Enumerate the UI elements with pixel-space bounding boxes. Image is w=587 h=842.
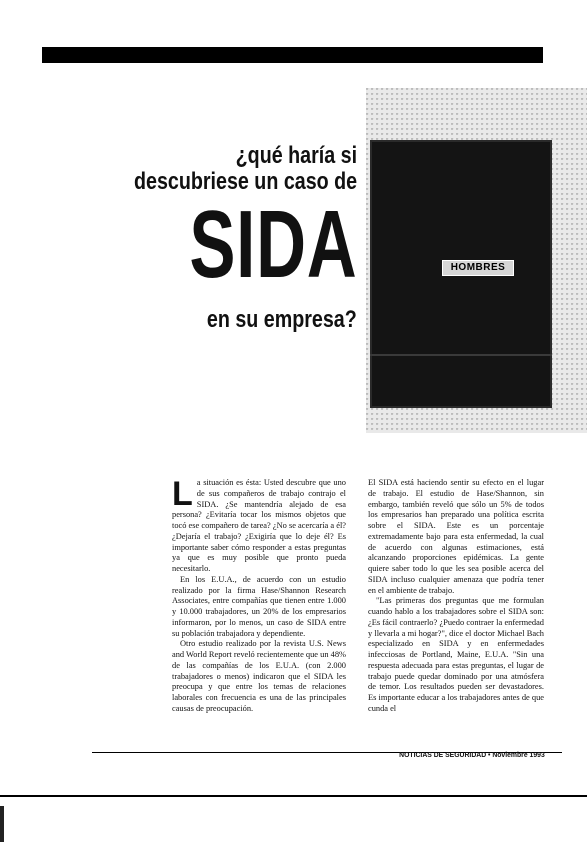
paragraph: "Las primeras dos preguntas que me formulan cuando hablo a los trabajadores sobre el SIDA son: ¿Es fácil contraerlo? ¿Puedo contraer la enfermedad y llevarla a mi hogar?", dice el doctor Michael Bach especializado en SIDA y en enfermedades infecciosas de Portland, Maine, E.U.A. "Sin una respuesta adecuada para estas preguntas, el lugar de trabajo puede quedar dominado por una atmósfera de temor. Los resultados pueden ser devastadores. Es importante educar a los trabajadores antes de que cunda el [368, 596, 544, 713]
restroom-door [370, 140, 552, 408]
headline-sida: SIDA [188, 191, 357, 298]
article-column-left [172, 475, 346, 715]
paragraph: En los E.U.A., de acuerdo con un estudio realizado por la firma Hase/Shannon Research Associates, entre compañías que tienen entre 1.000 y 10.000 trabajadores, un 20% de los empresarios informaron, por lo menos, un caso de SIDA entre su población trabajadora y dependiente. [172, 574, 346, 638]
paragraph: Otro estudio realizado por la revista U.S. News and World Report reveló recientemente que un 48% de las compañías de los E.U.A. (con 2.000 trabajadores o menos) indicaron que el SIDA les preocupa y que entre los temas de relaciones laborales con frecuencia es una de las principales causas de preocupación. [172, 639, 346, 713]
headline-line-1: ¿qué haría si [235, 142, 357, 169]
top-black-bar [42, 47, 543, 63]
headline-line-4: en su empresa? [207, 306, 357, 333]
door-photo [366, 88, 587, 433]
article-column-right [368, 478, 544, 715]
page-bottom-rule [0, 795, 587, 797]
door-kickplate-line [370, 354, 552, 356]
paragraph: El SIDA está haciendo sentir su efecto en el lugar de trabajo. El estudio de Hase/Shannon, sin embargo, también reveló que sólo un 5% de todos los empresarios han preparado una política escrita sobre el SIDA. Este es un porcentaje extremadamente bajo para esta enfermedad, la cual de acuerdo con algunas estimaciones, está alcanzando proporciones epidémicas. La gente quiere saber todo lo que les sea posible acerca del SIDA incluso cualquier amenaza que podría tener en el ambiente de trabajo. [368, 478, 544, 595]
headline-line-2: descubriese un caso de [133, 168, 357, 195]
drop-cap: L [172, 475, 193, 513]
scan-edge [0, 806, 4, 842]
page-footer: NOTICIAS DE SEGURIDAD • Noviembre 1993 [399, 750, 545, 759]
door-sign: HOMBRES [442, 260, 514, 276]
paragraph: a situación es ésta: Usted descubre que uno de sus compañeros de trabajo contrajo el SIDA. ¿Se mantendría alejado de esa persona? ¿Evitaría tocar los mismos objetos que tocó ese compañero de tarea? ¿No se acercaría a él? ¿Dejaría el trabajo? ¿Exigiría que lo deje él? Es importante saber cómo responder a estas preguntas ya que es muy posible que pronto pueda necesitarlo. [172, 478, 346, 573]
